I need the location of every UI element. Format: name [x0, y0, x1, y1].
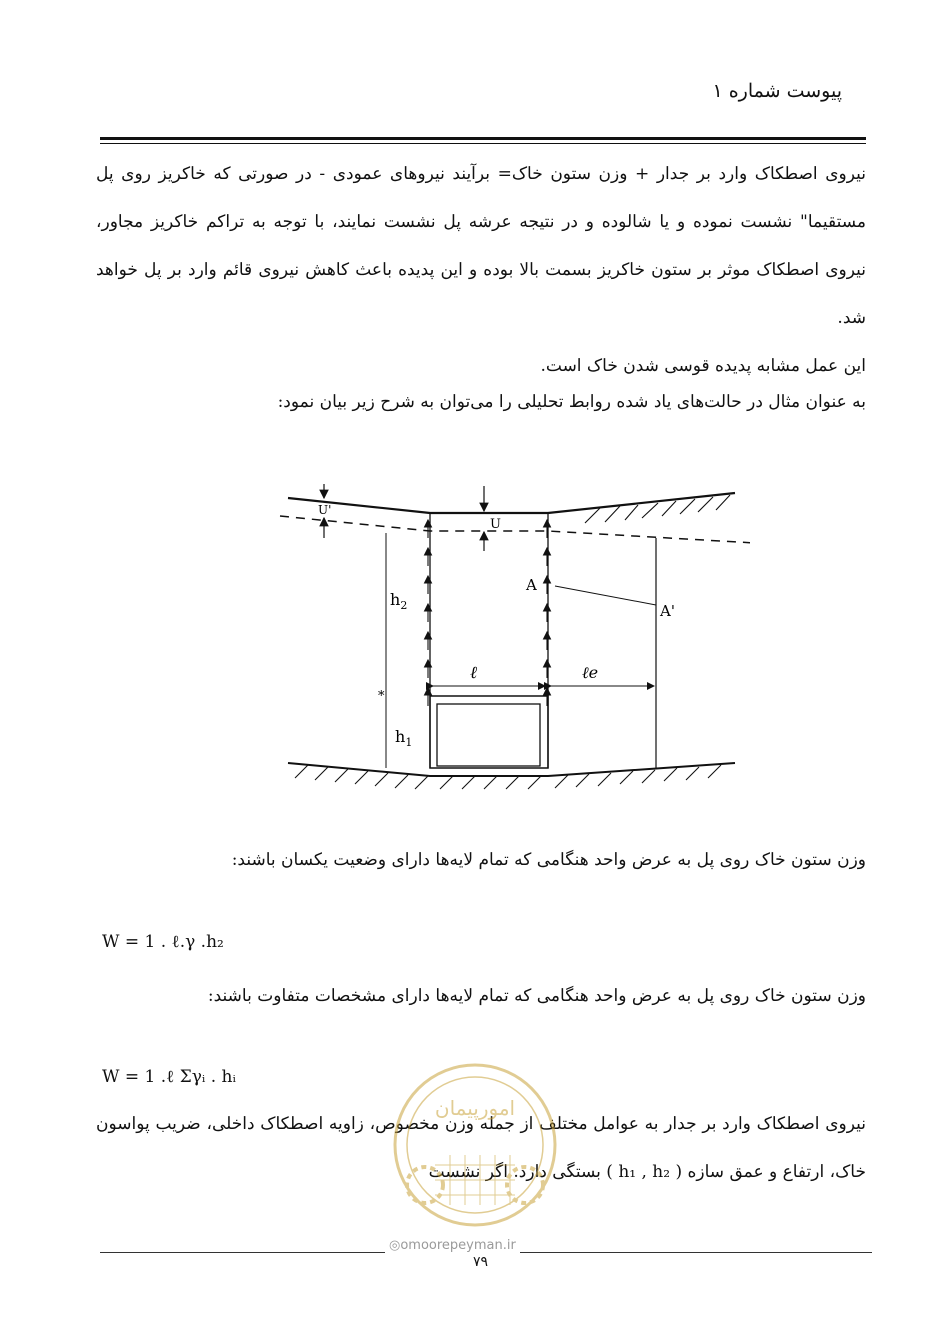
footer-site-link[interactable]: ◎omoorepeyman.ir: [385, 1238, 520, 1253]
label-u: U: [490, 517, 501, 532]
appendix-title: پیوست شماره ۱: [712, 80, 842, 102]
paragraph-varied-layers: وزن ستون خاک روی پل به عرض واحد هنگامی که تمام لایه‌ها دارای مشخصات متفاوت باشند:: [207, 986, 866, 1006]
paragraph-example-intro: به عنوان مثال در حالت‌های یاد شده روابط تحلیلی را می‌توان به شرح زیر بیان نمود:: [277, 392, 866, 412]
ground-hatch-top: [585, 495, 730, 523]
settled-line-dashed: [280, 516, 750, 543]
equation-layered-weight: W = 1 .ℓ Σγᵢ . hᵢ: [102, 1067, 236, 1087]
paragraph-uniform-layers: وزن ستون خاک روی پل به عرض واحد هنگامی که تمام لایه‌ها دارای وضعیت یکسان باشند:: [231, 850, 866, 870]
label-u-prime: U': [318, 503, 332, 517]
label-a: A: [526, 576, 537, 594]
page-number: ۷۹: [473, 1254, 489, 1270]
watermark-text: امورپیمان: [434, 1096, 516, 1120]
label-h1: $h_1$: [395, 727, 413, 749]
soil-column-diagram: [270, 478, 750, 808]
culvert-box-inner: [437, 704, 540, 766]
label-a-prime: A': [660, 602, 675, 620]
equation-uniform-weight: W = 1 . ℓ.γ .h₂: [102, 932, 224, 952]
label-h2: $h_2$: [390, 590, 408, 612]
label-l: ℓ: [470, 663, 478, 683]
label-le: ℓe: [582, 663, 599, 682]
header-rule-thin: [100, 143, 866, 144]
dimension-tick: *: [378, 689, 385, 704]
culvert-box-outer: [430, 696, 548, 768]
ground-surface-bottom: [288, 763, 735, 776]
globe-icon: ◎: [389, 1238, 401, 1253]
paragraph-arching: این عمل مشابه پدیده قوسی شدن خاک است.: [540, 356, 866, 376]
gear-emblem-icon: [385, 1055, 565, 1235]
header-rule-thick: [100, 137, 866, 140]
paragraph-friction-factors: نیروی اصطکاک وارد بر جدار به عوامل مختلف از جمله وزن مخصوص، زاویه اصطکاک داخلی، ضریب پواسون خاک، ارتفاع و عمق سازه ( h₁ , h₂ ) بستگی دارد. اگر نشست: [96, 1114, 866, 1182]
paragraph-vertical-forces: نیروی اصطکاک وارد بر جدار + وزن ستون خاک= برآیند نیروهای عمودی - در صورتی که خاکریز روی پل مستقیما" نشست نموده و یا شالوده و در نتیجه عرشه پل نشست نمایند، با توجه به تراکم خاکریز مجاور، نیروی اصطکاک موثر بر ستون خاکریز بسمت بالا بوده و این پدیده باعث کاهش نیروی قائم وارد بر پل خواهد شد.: [96, 164, 866, 328]
